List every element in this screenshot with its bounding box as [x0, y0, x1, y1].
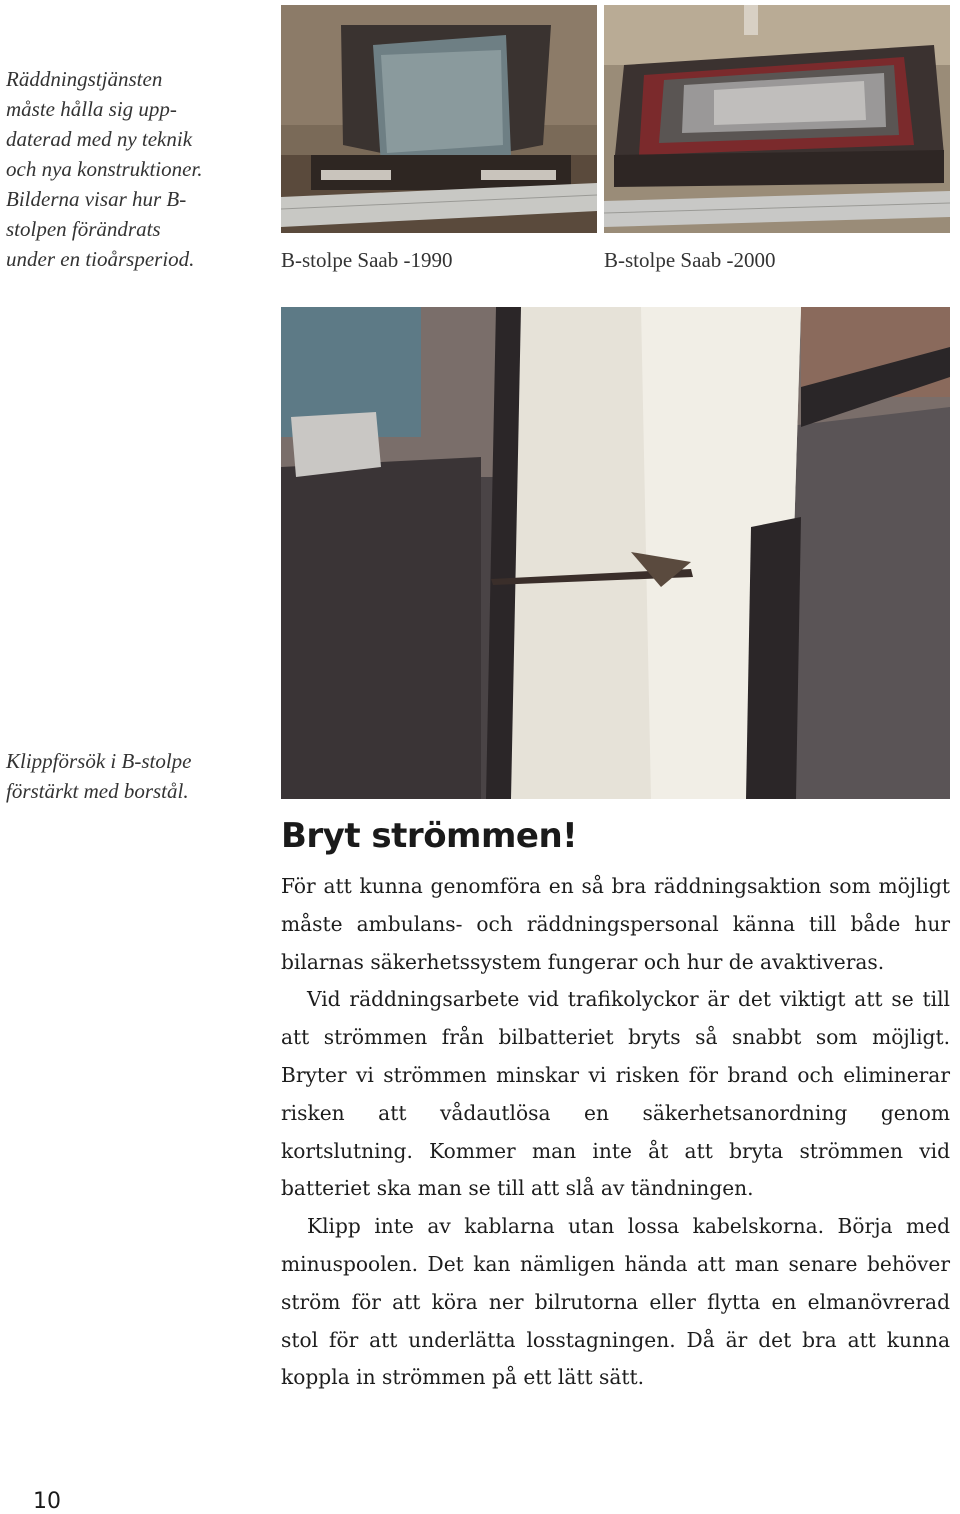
caption-line: och nya konstruktioner. — [6, 157, 203, 181]
b-pillar-2000-illustration — [604, 5, 950, 233]
paragraph: För att kunna genomföra en så bra räddningsaktion som möjligt måste ambulans- och räddningspersonal känna till både hur bilarnas säkerhetssystem fungerar och hur de avaktiveras. — [281, 874, 950, 974]
caption-line: Räddningstjänsten — [6, 67, 163, 91]
article-heading: Bryt strömmen! — [281, 816, 578, 856]
caption-line: Klippförsök i B-stolpe — [6, 749, 192, 773]
caption-line: under en tioårsperiod. — [6, 247, 195, 271]
photo-b-pillar-1990 — [281, 5, 597, 233]
b-pillar-cut-illustration — [281, 307, 950, 799]
caption-line: Bilderna visar hur B- — [6, 187, 187, 211]
article-body — [281, 868, 950, 1397]
b-pillar-1990-illustration — [281, 5, 597, 233]
page-number: 10 — [33, 1489, 61, 1514]
sidebar-caption-mid — [6, 746, 236, 806]
photo-caption-1990: B-stolpe Saab -1990 — [281, 248, 453, 272]
photo-b-pillar-2000 — [604, 5, 950, 233]
paragraph: Vid räddningsarbete vid trafikolyckor är det viktigt att se till att strömmen från bilbatteriet bryts så snabbt som möjligt. Bryter vi strömmen minskar vi risken för brand och eliminerar risken att vådautlösa en säkerhetsanordning genom kortslutning. Kommer man inte åt att bryta strömmen vid batteriet ska man se till att slå av tändningen. — [281, 987, 950, 1201]
photo-caption-2000: B-stolpe Saab -2000 — [604, 248, 776, 272]
article-heading-wrap — [281, 816, 950, 856]
sidebar-caption-top — [6, 64, 236, 274]
photo-b-pillar-cut-test — [281, 307, 950, 799]
paragraph: Klipp inte av kablarna utan lossa kabelskorna. Börja med minuspoolen. Det kan nämligen hända att man senare behöver ström för att köra ner bilrutorna eller flytta en elmanövrerad stol för att underlätta losstagningen. Då är det bra att kunna koppla in strömmen på ett lätt sätt. — [281, 1214, 950, 1390]
caption-line: förstärkt med borstål. — [6, 779, 189, 803]
caption-line: daterad med ny teknik — [6, 127, 193, 151]
caption-line: måste hålla sig upp- — [6, 97, 177, 121]
caption-line: stolpen förändrats — [6, 217, 161, 241]
